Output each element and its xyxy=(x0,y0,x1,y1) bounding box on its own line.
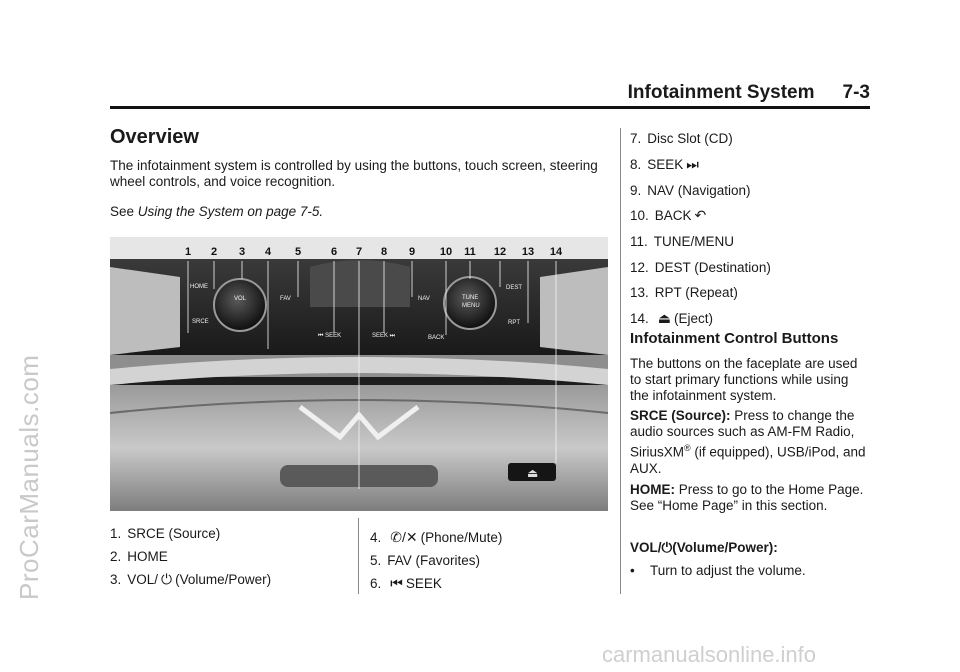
list-item xyxy=(630,280,771,306)
callout-9: 9 xyxy=(408,246,416,258)
label-menu: MENU xyxy=(462,303,480,309)
see-reference xyxy=(110,204,598,220)
vol-tail: (Volume/Power): xyxy=(672,540,778,555)
item-text: BACK xyxy=(654,208,692,224)
item-text: Disc Slot (CD) xyxy=(647,131,733,147)
svg-text:⏏: ⏏ xyxy=(527,466,539,480)
header-rule xyxy=(110,106,870,109)
item-text: SEEK xyxy=(647,157,684,173)
item-text: NAV (Navigation) xyxy=(647,182,751,198)
bullet-icon: • xyxy=(630,563,635,578)
label-tune: TUNE xyxy=(462,295,479,301)
item-number: 11. xyxy=(630,234,648,250)
item-number: 14. xyxy=(630,311,649,327)
item-text: TUNE/MENU xyxy=(653,234,735,250)
list-item xyxy=(630,306,771,332)
legend-list-right xyxy=(630,126,771,332)
legend-list-middle xyxy=(370,526,502,595)
label-nav: NAV xyxy=(418,296,430,302)
item-number: 9. xyxy=(630,182,642,198)
list-item xyxy=(630,126,771,152)
see-prefix: See xyxy=(110,204,135,219)
column-divider xyxy=(358,518,359,594)
label-seek-fwd: SEEK ⏭ xyxy=(372,333,396,339)
item-text: (Volume/Power) xyxy=(175,572,272,587)
list-item xyxy=(370,572,502,595)
list-item xyxy=(110,545,271,568)
legend-list-left xyxy=(110,522,271,591)
controls-heading: Infotainment Control Buttons xyxy=(630,330,839,347)
item-text: SRCE (Source) xyxy=(127,526,221,541)
label-vol: VOL xyxy=(234,296,247,302)
item-number: 5. xyxy=(370,553,382,568)
item-text: RPT (Repeat) xyxy=(654,285,738,301)
home-text: Press to go to the Home Page. See “Home Page” in this section. xyxy=(630,482,864,513)
item-number: 12. xyxy=(630,259,649,275)
running-head xyxy=(110,82,870,104)
label-fav: FAV xyxy=(280,296,291,302)
item-number: 7. xyxy=(630,131,642,147)
vol-heading xyxy=(630,540,870,556)
item-number: 10. xyxy=(630,208,649,224)
srce-text-1: Press to change the audio sources such as AM-FM Radio, SiriusXM xyxy=(630,408,855,460)
list-item xyxy=(630,229,771,255)
label-srce: SRCE xyxy=(192,319,209,325)
item-number: 1. xyxy=(110,526,122,541)
callout-7: 7 xyxy=(355,246,363,258)
callout-8: 8 xyxy=(380,246,388,258)
column-divider-right xyxy=(620,128,621,594)
item-text: SEEK xyxy=(405,576,442,591)
seek-forward-icon: ⏭ xyxy=(686,156,699,173)
vol-bullet xyxy=(630,563,870,579)
back-arrow-icon: ↶ xyxy=(694,207,707,224)
registered-mark: ® xyxy=(684,443,691,453)
callout-1: 1 xyxy=(184,246,192,258)
callout-5: 5 xyxy=(294,246,302,258)
power-icon: ⏻ xyxy=(661,540,673,555)
list-item xyxy=(370,526,502,549)
callout-14: 14 xyxy=(549,246,563,258)
phone-mute-icon: ✆/✕ xyxy=(390,529,418,545)
eject-icon: ⏏ xyxy=(657,310,672,327)
label-rpt: RPT xyxy=(508,320,520,326)
item-number: 2. xyxy=(110,549,122,564)
bullet-text: Turn to adjust the volume. xyxy=(650,563,806,578)
item-number: 13. xyxy=(630,285,649,301)
item-text: (Eject) xyxy=(674,311,714,327)
callout-3: 3 xyxy=(238,246,246,258)
overview-title: Overview xyxy=(110,126,199,148)
section-title: Infotainment System xyxy=(627,82,815,103)
callout-6: 6 xyxy=(330,246,338,258)
srce-description xyxy=(630,408,870,477)
label-seek-back: ⏮ SEEK xyxy=(318,333,342,339)
label-home: HOME xyxy=(190,284,208,290)
item-text: DEST (Destination) xyxy=(654,259,771,275)
vol-label: VOL/ xyxy=(630,540,662,555)
bottom-watermark: carmanualsonline.info xyxy=(602,642,817,667)
callout-13: 13 xyxy=(521,246,535,258)
list-item xyxy=(370,549,502,572)
side-watermark: ProCarManuals.com xyxy=(14,354,44,600)
callout-2: 2 xyxy=(210,246,218,258)
item-text: (Phone/Mute) xyxy=(420,530,503,545)
controls-description: The buttons on the faceplate are used to start primary functions while using the infotainment system. xyxy=(630,356,858,403)
list-item xyxy=(630,254,771,280)
list-item xyxy=(630,152,771,178)
item-number: 6. xyxy=(370,576,382,591)
item-number: 8. xyxy=(630,157,642,173)
item-text: FAV (Favorites) xyxy=(387,553,481,568)
see-link[interactable]: Using the System on page 7-5. xyxy=(137,204,324,219)
callout-11: 11 xyxy=(464,246,476,258)
item-text: HOME xyxy=(127,549,168,564)
page-number: 7-3 xyxy=(842,82,870,103)
srce-text-2: (if equipped), USB/iPod, and AUX. xyxy=(630,444,866,476)
item-number: 4. xyxy=(370,530,382,545)
callout-12: 12 xyxy=(493,246,507,258)
list-item xyxy=(630,203,771,229)
list-item xyxy=(110,522,271,545)
list-item xyxy=(110,568,271,591)
label-back: BACK xyxy=(428,335,445,341)
power-icon: ⏻ xyxy=(161,571,173,587)
seek-back-icon: ⏮ xyxy=(390,575,403,591)
item-prefix: VOL/ xyxy=(127,572,159,587)
callout-10: 10 xyxy=(439,246,453,258)
home-description xyxy=(630,482,870,514)
overview-intro: The infotainment system is controlled by using the buttons, touch screen, steering wheel controls, and voice recognition. xyxy=(110,158,598,189)
faceplate-figure xyxy=(110,237,608,511)
faceplate-illustration xyxy=(110,237,608,511)
callout-4: 4 xyxy=(264,246,272,258)
home-label: HOME: xyxy=(630,482,675,497)
item-number: 3. xyxy=(110,572,122,587)
srce-label: SRCE (Source): xyxy=(630,408,731,423)
label-dest: DEST xyxy=(506,285,523,291)
list-item xyxy=(630,177,771,203)
